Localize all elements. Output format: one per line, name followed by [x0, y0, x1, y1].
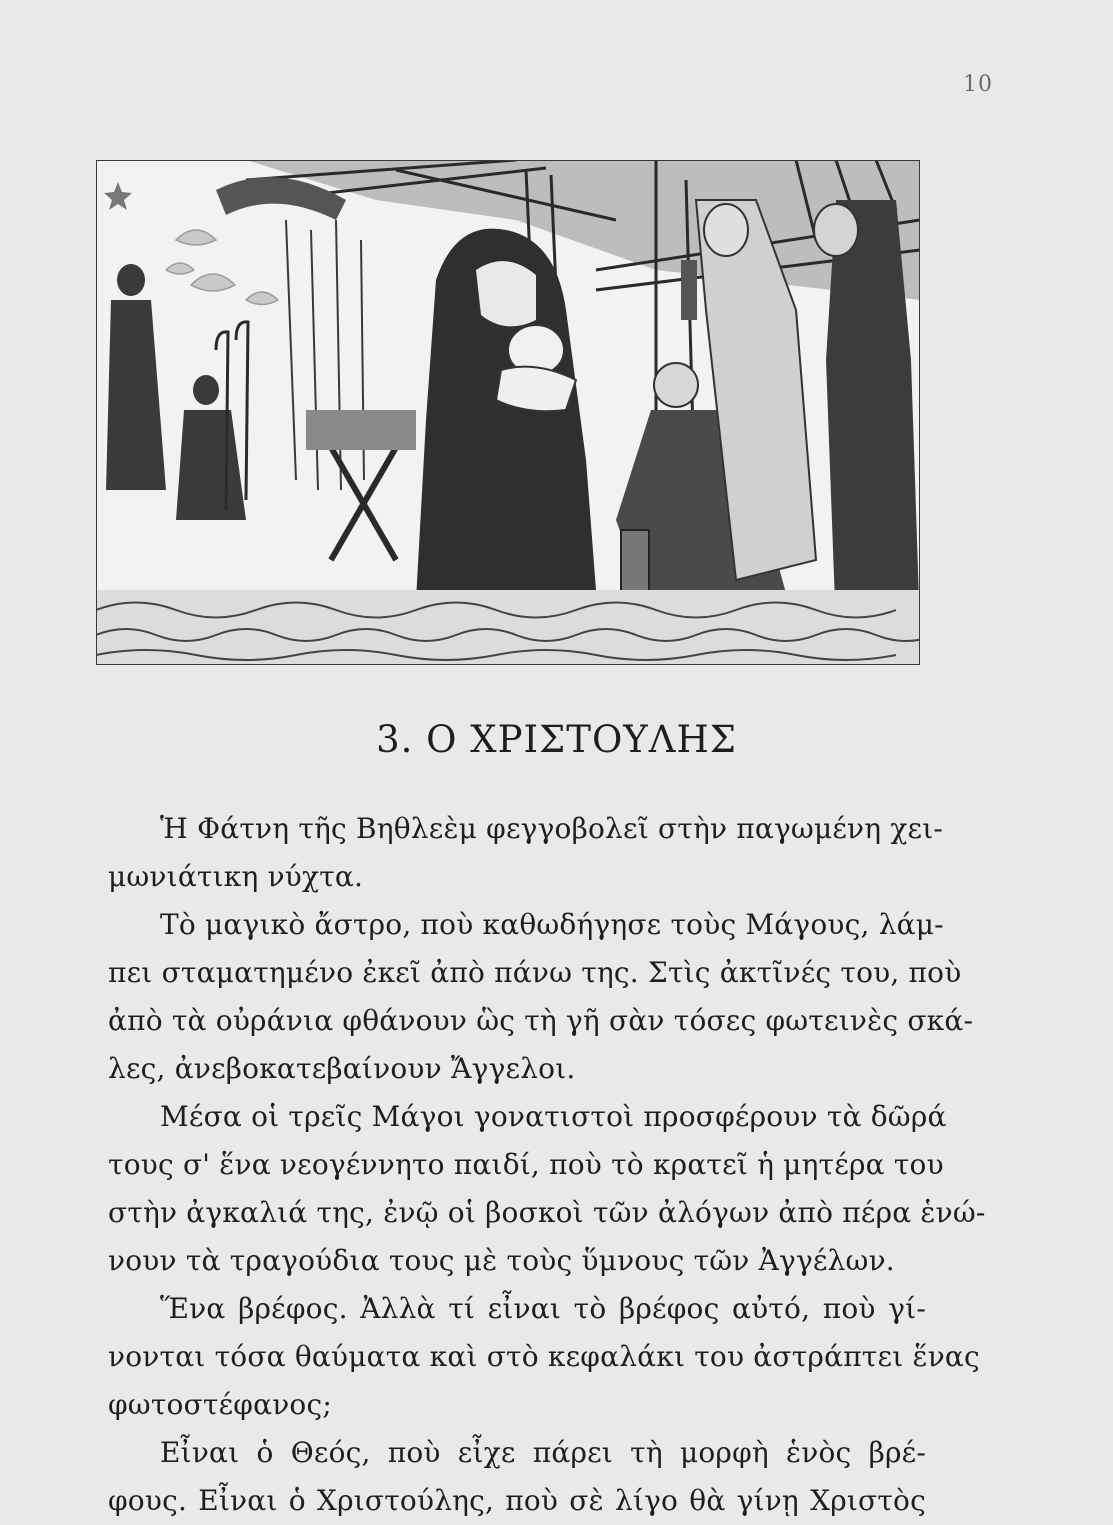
page-number: 10	[963, 72, 993, 97]
text-line: Τὸ μαγικὸ ἄστρο, ποὺ καθωδήγησε τοὺς Μάγους, λάμ-	[160, 908, 944, 941]
text-line: μωνιάτικη νύχτα.	[108, 860, 364, 893]
text-line: τους σ' ἕνα νεογέννητο παιδί, ποὺ τὸ κρατεῖ ἡ μητέρα του	[108, 1148, 944, 1181]
text-line: ἀπὸ τὰ οὐράνια φθάνουν ὣς τὴ γῆ σὰν τόσες φωτεινὲς σκά-	[108, 1004, 974, 1037]
text-line: νουν τὰ τραγούδια τους μὲ τοὺς ὕμνους τῶν Ἀγγέλων.	[108, 1244, 895, 1277]
text-line: φωτοστέφανος;	[108, 1388, 333, 1421]
nativity-illustration	[96, 160, 920, 665]
chapter-heading: 3. Ο ΧΡΙΣΤΟΥΛΗΣ	[376, 718, 737, 761]
nativity-scene-icon	[96, 160, 920, 665]
text-line: πει σταματημένο ἐκεῖ ἀπὸ πάνω της. Στὶς ἀκτῖνές του, ποὺ	[108, 956, 962, 989]
text-line: στὴν ἀγκαλιά της, ἐνῷ οἱ βοσκοὶ τῶν ἀλόγων ἀπὸ πέρα ἑνώ-	[108, 1196, 986, 1229]
text-line: Μέσα οἱ τρεῖς Μάγοι γονατιστοὶ προσφέρουν τὰ δῶρά	[160, 1100, 947, 1133]
text-line: Ἕνα βρέφος. Ἀλλὰ τί εἶναι τὸ βρέφος αὐτό, ποὺ γί-	[160, 1292, 926, 1325]
text-line: νονται τόσα θαύματα καὶ στὸ κεφαλάκι του ἀστράπτει ἕνας	[108, 1340, 980, 1373]
body-text	[108, 805, 986, 1525]
text-line: λες, ἀνεβοκατεβαίνουν Ἄγγελοι.	[108, 1052, 576, 1085]
text-line: Εἶναι ὁ Θεός, ποὺ εἶχε πάρει τὴ μορφὴ ἑνὸς βρέ-	[160, 1436, 926, 1469]
text-line: Ἡ Φάτνη τῆς Βηθλεὲμ φεγγοβολεῖ στὴν παγωμένη χει-	[160, 812, 944, 845]
text-line: φους. Εἶναι ὁ Χριστούλης, ποὺ σὲ λίγο θὰ γίνῃ Χριστὸς	[108, 1484, 926, 1517]
